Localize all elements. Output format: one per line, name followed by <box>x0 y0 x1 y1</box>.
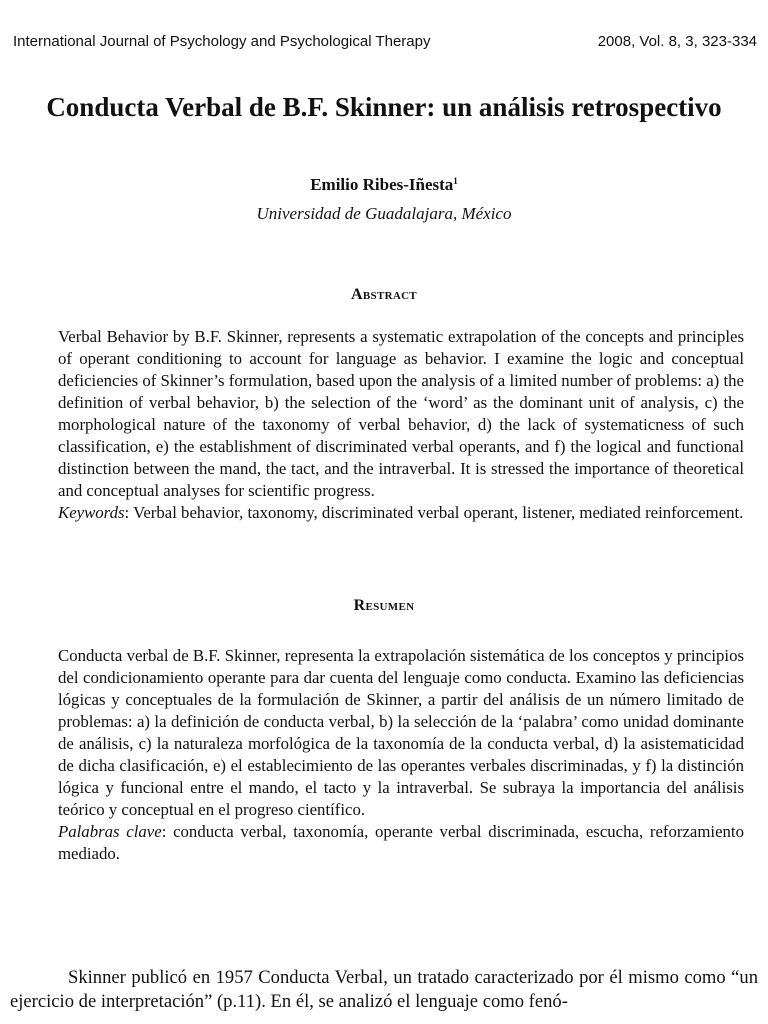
journal-name: International Journal of Psychology and Psychological Therapy <box>13 33 431 50</box>
abstract-keywords <box>58 502 744 524</box>
article-title: Conducta Verbal de B.F. Skinner: un análisis retrospectivo <box>46 92 722 122</box>
keywords-label: Keywords <box>58 503 125 522</box>
resumen-section <box>58 645 744 865</box>
author-name: Emilio Ribes-Iñesta <box>310 175 454 194</box>
resumen-text: Conducta verbal de B.F. Skinner, representa la extrapolación sistemática de los conceptos y principios del condicionamiento operante para dar cuenta del lenguaje como conducta. Examino las deficiencias lógicas y conceptuales de la formulación de Skinner, a partir del análisis de un número limitado de problemas: a) la definición de conducta verbal, b) la selección de la ‘palabra’ como unidad dominante de análisis, c) la naturaleza morfológica de la taxonomía de la conducta verbal, d) la asistematicidad de dicha clasificación, e) el establecimiento de las operantes verbales discriminadas, y f) la distinción lógica y funcional entre el mando, el tacto y la intraverbal. Se subraya la importancia del análisis teórico y conceptual en el progreso científico. <box>58 646 744 819</box>
resumen-keywords <box>58 821 744 865</box>
abstract-section <box>58 326 744 524</box>
body-paragraph: Skinner publicó en 1957 Conducta Verbal, un tratado caracterizado por él mismo como “un ejercicio de interpretación” (p.11). En él, se analizó el lenguaje como fenó- <box>10 967 758 1012</box>
abstract-text: Verbal Behavior by B.F. Skinner, represents a systematic extrapolation of the concepts and principles of operant conditioning to account for language as behavior. I examine the logic and conceptual deficiencies of Skinner’s formulation, based upon the analysis of a limited number of problems: a) the definition of verbal behavior, b) the selection of the ‘word’ as the dominant unit of analysis, c) the morphological nature of the taxonomy of verbal behavior, d) the lack of systematicness of such classification, e) the establishment of discriminated verbal operants, and f) the logical and functional distinction between the mand, the tact, and the intraverbal. It is stressed the importance of theoretical and conceptual analyses for scientific progress. <box>58 327 744 500</box>
palabras-clave-list: : conducta verbal, taxonomía, operante verbal discriminada, escucha, reforzamiento mediado. <box>58 822 744 863</box>
citation-info: 2008, Vol. 8, 3, 323-334 <box>597 33 757 50</box>
author-line <box>0 170 768 196</box>
running-head <box>13 33 757 51</box>
author-affiliation: Universidad de Guadalajara, México <box>256 204 512 223</box>
resumen-heading: Resumen <box>353 597 415 614</box>
article-body <box>10 966 758 1014</box>
author-footnote-mark: 1 <box>453 176 458 186</box>
abstract-heading: Abstract <box>351 286 417 303</box>
keywords-list: : Verbal behavior, taxonomy, discriminated verbal operant, listener, mediated reinforcement. <box>124 503 744 522</box>
palabras-clave-label: Palabras clave <box>58 822 162 841</box>
